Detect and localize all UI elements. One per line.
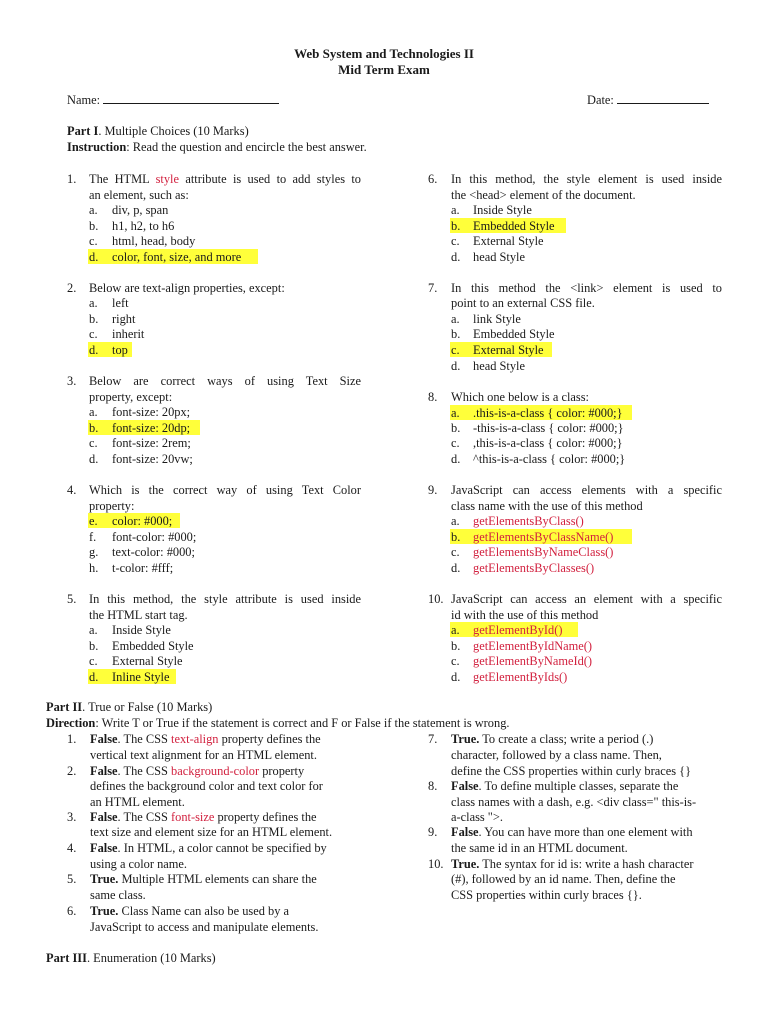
text: id with the use of this method [451,608,599,622]
text: In this method, the style attribute is used inside [89,592,361,606]
option: getElementByNameId() [473,654,593,668]
option: html, head, body [112,234,196,248]
text: an HTML element. [90,795,185,809]
option: head Style [473,359,525,373]
text: 7. [428,732,438,746]
option: inherit [112,327,145,341]
text: c. [89,327,98,341]
date-blank-line [617,92,709,104]
text: font-size [171,810,215,824]
text: c. [451,545,460,559]
text: a. [451,203,460,217]
text: a. [451,514,460,528]
text: Part I [67,124,99,138]
text: . The CSS [117,732,172,746]
option: External Style [112,654,183,668]
option: head Style [473,250,525,264]
text: . You can have more than one element with [478,825,693,839]
document-subtitle: Mid Term Exam [338,62,430,77]
option: getElementByIdName() [473,639,593,653]
text: 3. [67,810,77,824]
text: a. [451,406,460,420]
option: font-size: 20vw; [112,452,193,466]
text: property [259,764,305,778]
text: . Multiple Choices (10 Marks) [98,124,249,138]
text: . To define multiple classes, separate the [478,779,679,793]
text: True. [451,857,480,871]
text: True. [90,872,119,886]
part2-heading [46,700,212,715]
text: . The CSS [117,764,172,778]
part1-heading [67,124,249,139]
correct-option: getElementsByClassName() [473,530,614,544]
text: attribute is used to add styles to [178,172,361,186]
text: 2. [67,281,77,295]
text: class names with a dash, e.g. <div class=" this-is- [451,795,697,809]
text: False [451,779,479,793]
text: The syntax for id is: write a hash character [479,857,694,871]
text: 4. [67,483,77,497]
text: . Enumeration (10 Marks) [86,951,216,965]
option: ,this-is-a-class { color: #000;} [473,436,623,450]
text: In this method, the style element is used inside [451,172,722,186]
text: 7. [428,281,438,295]
correct-option: font-size: 20dp; [112,421,191,435]
option: External Style [473,234,544,248]
text: a-class ">. [451,810,503,824]
text: d. [451,250,461,264]
text: c. [89,234,98,248]
text: text-align [171,732,219,746]
option: font-color: #000; [112,530,197,544]
text: 10. [428,857,444,871]
option: div, p, span [112,203,169,217]
text: Multiple HTML elements can share the [118,872,317,886]
text: . In HTML, a color cannot be specified by [117,841,327,855]
text: define the CSS properties within curly braces {} [451,764,692,778]
text: background-color [171,764,260,778]
text: text size and element size for an HTML element. [90,825,333,839]
text: d. [89,343,99,357]
text: c. [451,654,460,668]
text: h. [89,561,99,575]
text: d. [89,250,99,264]
text: a. [89,296,98,310]
text: Part III [46,951,87,965]
option: getElementsByClass() [473,514,584,528]
option: font-size: 2rem; [112,436,191,450]
text: 9. [428,825,438,839]
correct-option: color: #000; [112,514,173,528]
text: defines the background color and text color for [90,779,323,793]
text: class name with the use of this method [451,499,643,513]
text: style [155,172,179,186]
option: text-color: #000; [112,545,195,559]
text: the HTML start tag. [89,608,188,622]
text: False [90,810,118,824]
text: character, followed by a class name. Then, [451,748,662,762]
text: property defines the [214,810,317,824]
text: point to an external CSS file. [451,296,595,310]
text: CSS properties within curly braces {}. [451,888,642,902]
text: b. [451,639,461,653]
text: 5. [67,872,77,886]
text: . The CSS [117,810,172,824]
option: Inside Style [112,623,171,637]
text: b. [451,219,461,233]
text: using a color name. [90,857,188,871]
text: 8. [428,390,438,404]
text: 1. [67,172,77,186]
text: d. [89,452,99,466]
text: Below are correct ways of using Text Size [89,374,361,388]
option: -this-is-a-class { color: #000;} [473,421,624,435]
option: Inside Style [473,203,532,217]
option: ^this-is-a-class { color: #000;} [473,452,626,466]
text: JavaScript can access an element with a specific [451,592,722,606]
text: c. [451,343,460,357]
option: right [112,312,136,326]
text: c. [89,436,98,450]
document-title: Web System and Technologies II [294,46,474,61]
option: getElementsByClasses() [473,561,595,575]
option: Embedded Style [473,327,555,341]
correct-option: getElementById() [473,623,563,637]
text: b. [89,639,99,653]
part3-heading [46,951,216,966]
text: Part II [46,700,83,714]
text: Class Name can also be used by a [118,904,290,918]
text: In this method the <link> element is used to [451,281,722,295]
text: 3. [67,374,77,388]
text: . True or False (10 Marks) [82,700,213,714]
text: Direction [46,716,96,730]
text: 6. [67,904,77,918]
text: 1. [67,732,77,746]
text: an element, such as: [89,188,189,202]
text: : Write T or True if the statement is correct and F or False if the statement is wrong. [95,716,510,730]
text: a. [89,623,98,637]
text: c. [451,436,460,450]
text: g. [89,545,99,559]
text: d. [451,561,461,575]
name-blank-line [103,92,279,104]
text: b. [89,219,99,233]
text: d. [451,359,461,373]
text: 10. [428,592,444,606]
date-field [587,92,709,108]
text: 8. [428,779,438,793]
text: False [90,732,118,746]
text: : Read the question and encircle the best answer. [126,140,367,154]
text: 5. [67,592,77,606]
option: getElementsByNameClass() [473,545,614,559]
text: (#), followed by an id name. Then, define the [451,872,676,886]
text: Which one below is a class: [451,390,589,404]
text: b. [89,421,99,435]
correct-option: top [112,343,128,357]
text: e. [89,514,98,528]
text: The HTML [89,172,156,186]
text: False [90,841,118,855]
option: getElementByIds() [473,670,568,684]
option: Embedded Style [112,639,194,653]
text: property, except: [89,390,173,404]
text: property defines the [218,732,321,746]
text: False [90,764,118,778]
text: True. [451,732,480,746]
text: vertical text alignment for an HTML element. [90,748,317,762]
text: b. [451,421,461,435]
text: same class. [90,888,146,902]
text: JavaScript to access and manipulate elements. [90,920,319,934]
text: True. [90,904,119,918]
text: the <head> element of the document. [451,188,636,202]
date-label: Date: [587,93,614,107]
text: d. [89,670,99,684]
text: b. [451,327,461,341]
text: f. [89,530,97,544]
text: a. [451,623,460,637]
text: a. [89,203,98,217]
correct-option: color, font, size, and more [112,250,242,264]
text: JavaScript can access elements with a specific [451,483,722,497]
text: the same id in an HTML document. [451,841,628,855]
text: c. [451,234,460,248]
text: 2. [67,764,77,778]
option: left [112,296,129,310]
option: link Style [473,312,521,326]
option: font-size: 20px; [112,405,191,419]
text: Instruction [67,140,127,154]
option: h1, h2, to h6 [112,219,175,233]
text: Which is the correct way of using Text Color [89,483,361,497]
part2-direction [46,716,510,731]
text: d. [451,670,461,684]
text: False [451,825,479,839]
text: 6. [428,172,438,186]
name-field [67,92,279,108]
correct-option: External Style [473,343,544,357]
correct-option: Embedded Style [473,219,555,233]
text: a. [451,312,460,326]
text: b. [451,530,461,544]
text: property: [89,499,135,513]
text: b. [89,312,99,326]
text: a. [89,405,98,419]
name-label: Name: [67,93,101,107]
text: d. [451,452,461,466]
text: To create a class; write a period (.) [479,732,654,746]
correct-option: Inline Style [112,670,170,684]
correct-option: .this-is-a-class { color: #000;} [473,406,623,420]
text: 9. [428,483,438,497]
text: Below are text-align properties, except: [89,281,285,295]
text: 4. [67,841,77,855]
text: c. [89,654,98,668]
option: t-color: #fff; [112,561,174,575]
part1-instruction [67,140,367,155]
